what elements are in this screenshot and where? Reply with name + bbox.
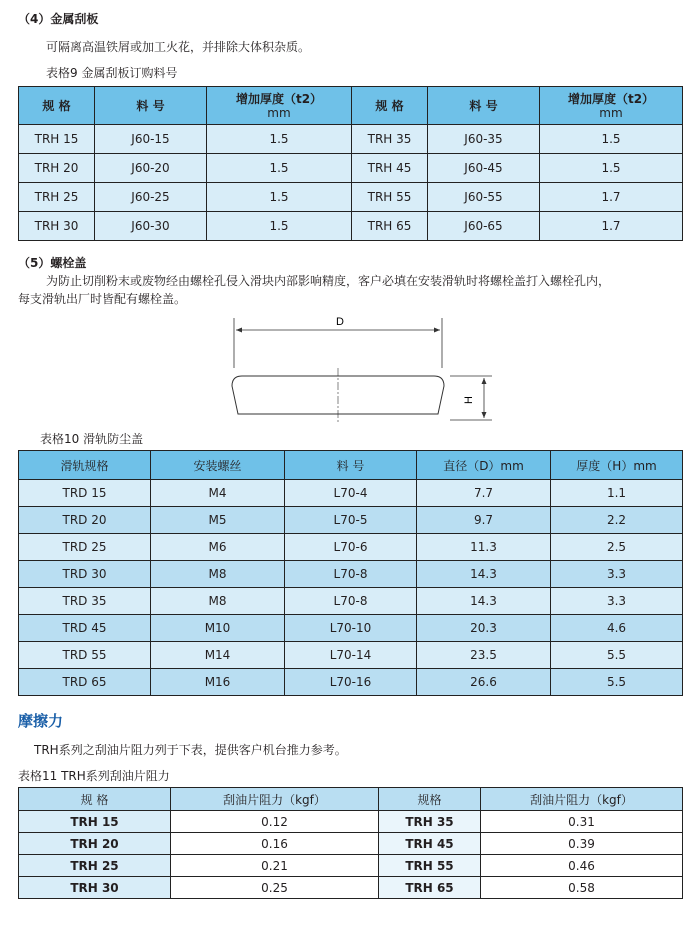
cell: 4.6 xyxy=(551,615,683,642)
header-spec: 规格 xyxy=(379,788,481,811)
cell: 1.1 xyxy=(551,480,683,507)
cell: TRD 15 xyxy=(19,480,151,507)
cell: M8 xyxy=(151,588,285,615)
section-4-heading: （4）金属刮板 xyxy=(18,12,99,26)
header-part-no: 料 号 xyxy=(285,451,417,480)
cell: TRD 65 xyxy=(19,669,151,696)
header-spec: 规 格 xyxy=(352,87,428,125)
cell: 0.21 xyxy=(171,855,379,877)
header-thickness: 增加厚度（t2） mm xyxy=(207,87,352,125)
cell: M14 xyxy=(151,642,285,669)
cell: M8 xyxy=(151,561,285,588)
header-spec: 规 格 xyxy=(19,788,171,811)
cell: 26.6 xyxy=(417,669,551,696)
cell: TRH 25 xyxy=(19,855,171,877)
cell: 0.12 xyxy=(171,811,379,833)
cell: 0.31 xyxy=(481,811,683,833)
cell: 14.3 xyxy=(417,561,551,588)
table-row xyxy=(19,507,683,534)
table-row xyxy=(19,183,683,212)
header-screw: 安装螺丝 xyxy=(151,451,285,480)
cell: 1.5 xyxy=(540,125,683,154)
table-10-caption: 表格10 滑轨防尘盖 xyxy=(40,432,144,446)
cell: 11.3 xyxy=(417,534,551,561)
cell: TRD 30 xyxy=(19,561,151,588)
table-row xyxy=(19,855,683,877)
cell: TRH 25 xyxy=(19,183,95,212)
table-row xyxy=(19,154,683,183)
table-row xyxy=(19,534,683,561)
cell: M5 xyxy=(151,507,285,534)
cell: TRH 20 xyxy=(19,154,95,183)
table-row xyxy=(19,125,683,154)
cell: 20.3 xyxy=(417,615,551,642)
cell: 1.5 xyxy=(207,212,352,241)
table-row xyxy=(19,480,683,507)
cell: L70-6 xyxy=(285,534,417,561)
cell: 7.7 xyxy=(417,480,551,507)
cell: L70-8 xyxy=(285,588,417,615)
header-resistance: 刮油片阻力（kgf） xyxy=(481,788,683,811)
friction-heading: 摩擦力 xyxy=(18,712,64,730)
header-resistance: 刮油片阻力（kgf） xyxy=(171,788,379,811)
table-row xyxy=(19,212,683,241)
header-thickness: 厚度（H）mm xyxy=(551,451,683,480)
cell: TRD 35 xyxy=(19,588,151,615)
table-row xyxy=(19,833,683,855)
cell: 0.25 xyxy=(171,877,379,899)
table-9 xyxy=(18,86,683,241)
cell: 1.5 xyxy=(540,154,683,183)
cell: 0.46 xyxy=(481,855,683,877)
section-5-description-line2: 每支滑轨出厂时皆配有螺栓盖。 xyxy=(18,292,187,306)
table-10 xyxy=(18,450,683,696)
cell: TRH 30 xyxy=(19,212,95,241)
table-row xyxy=(19,811,683,833)
cell: TRD 25 xyxy=(19,534,151,561)
cell: L70-14 xyxy=(285,642,417,669)
cell: 0.39 xyxy=(481,833,683,855)
cell: 1.5 xyxy=(207,125,352,154)
table-11-caption: 表格11 TRH系列刮油片阻力 xyxy=(18,769,170,783)
cell: TRH 55 xyxy=(379,855,481,877)
dim-h-label: H xyxy=(463,396,475,404)
table-9-caption: 表格9 金属刮板订购料号 xyxy=(46,66,178,80)
cell: 1.5 xyxy=(207,154,352,183)
cell: M6 xyxy=(151,534,285,561)
cell: L70-16 xyxy=(285,669,417,696)
cell: M16 xyxy=(151,669,285,696)
table-row xyxy=(19,561,683,588)
cell: 0.58 xyxy=(481,877,683,899)
table-11 xyxy=(18,787,683,899)
cell: TRH 65 xyxy=(352,212,428,241)
cell: 2.5 xyxy=(551,534,683,561)
cell: L70-4 xyxy=(285,480,417,507)
cell: L70-8 xyxy=(285,561,417,588)
cell: J60-25 xyxy=(95,183,207,212)
section-4-description: 可隔离高温铁屑或加工火花，并排除大体积杂质。 xyxy=(46,40,311,54)
cell: 14.3 xyxy=(417,588,551,615)
header-diameter: 直径（D）mm xyxy=(417,451,551,480)
cell: TRH 15 xyxy=(19,125,95,154)
header-part-no: 料 号 xyxy=(95,87,207,125)
table-row xyxy=(19,642,683,669)
bolt-cap-diagram xyxy=(226,310,506,432)
cell: J60-20 xyxy=(95,154,207,183)
cell: TRH 15 xyxy=(19,811,171,833)
cell: TRH 45 xyxy=(379,833,481,855)
header-part-no: 料 号 xyxy=(428,87,540,125)
cell: 0.16 xyxy=(171,833,379,855)
cell: L70-10 xyxy=(285,615,417,642)
cell: TRH 35 xyxy=(379,811,481,833)
table-row xyxy=(19,669,683,696)
header-thickness: 增加厚度（t2） mm xyxy=(540,87,683,125)
header-rail-spec: 滑轨规格 xyxy=(19,451,151,480)
cell: 1.7 xyxy=(540,212,683,241)
table-row xyxy=(19,588,683,615)
cell: TRH 20 xyxy=(19,833,171,855)
cell: TRD 20 xyxy=(19,507,151,534)
cell: J60-55 xyxy=(428,183,540,212)
cell: L70-5 xyxy=(285,507,417,534)
cell: 2.2 xyxy=(551,507,683,534)
cell: 5.5 xyxy=(551,669,683,696)
cell: J60-30 xyxy=(95,212,207,241)
header-spec: 规 格 xyxy=(19,87,95,125)
cell: TRH 55 xyxy=(352,183,428,212)
section-5-heading: （5）螺栓盖 xyxy=(18,256,87,270)
section-5-description-line1: 为防止切削粉末或废物经由螺栓孔侵入滑块内部影响精度，客户必填在安装滑轨时将螺栓盖打入螺栓孔内， xyxy=(46,274,611,288)
cell: 23.5 xyxy=(417,642,551,669)
cell: J60-35 xyxy=(428,125,540,154)
cell: J60-15 xyxy=(95,125,207,154)
cell: J60-45 xyxy=(428,154,540,183)
cell: TRD 55 xyxy=(19,642,151,669)
cell: 3.3 xyxy=(551,561,683,588)
cell: 3.3 xyxy=(551,588,683,615)
cell: TRH 45 xyxy=(352,154,428,183)
cell: M10 xyxy=(151,615,285,642)
table-row xyxy=(19,877,683,899)
cell: 1.5 xyxy=(207,183,352,212)
cell: TRH 35 xyxy=(352,125,428,154)
cell: TRH 30 xyxy=(19,877,171,899)
table-row xyxy=(19,615,683,642)
friction-description: TRH系列之刮油片阻力列于下表，提供客户机台推力参考。 xyxy=(34,743,347,757)
cell: 5.5 xyxy=(551,642,683,669)
cell: 9.7 xyxy=(417,507,551,534)
cell: TRH 65 xyxy=(379,877,481,899)
cell: 1.7 xyxy=(540,183,683,212)
cell: TRD 45 xyxy=(19,615,151,642)
cell: J60-65 xyxy=(428,212,540,241)
cell: M4 xyxy=(151,480,285,507)
dim-d-label: D xyxy=(336,316,344,328)
